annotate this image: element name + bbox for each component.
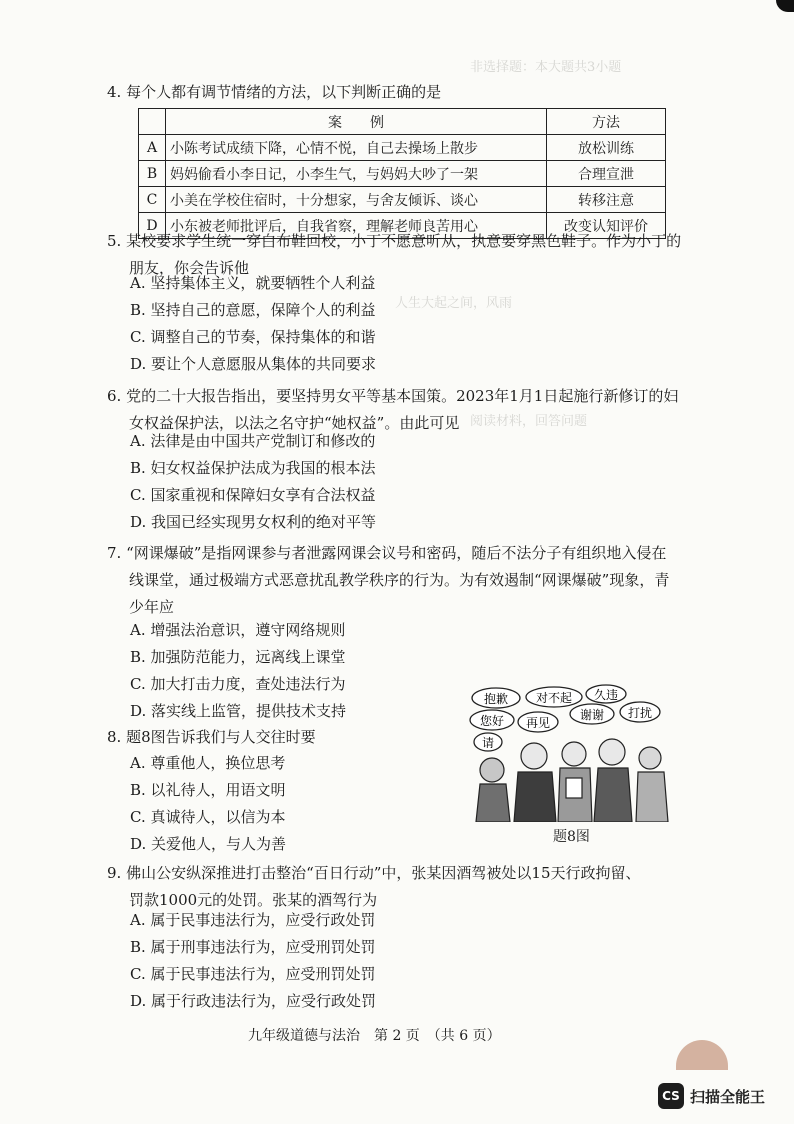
option-b: B. 加强防范能力，远离线上课堂 (130, 648, 346, 666)
stem-line: 6. 党的二十大报告指出，要坚持男女平等基本国策。2023年1月1日起施行新修订的妇 (107, 387, 679, 405)
option-d: D. 我国已经实现男女权利的绝对平等 (130, 513, 377, 531)
option-d: D. 关爱他人，与人为善 (130, 835, 287, 853)
speech-bubble (620, 702, 660, 722)
scanner-watermark (658, 1082, 765, 1110)
speech-bubble (518, 712, 558, 732)
row-label: D (139, 213, 166, 239)
option-c: C. 国家重视和保障妇女享有合法权益 (130, 486, 376, 504)
row-case: 小美在学校住宿时，十分想家，与舍友倾诉、谈心 (166, 187, 547, 213)
table-row (139, 135, 666, 161)
question-4-stem: 4. 每个人都有调节情绪的方法，以下判断正确的是 (107, 83, 442, 101)
stem-line: 5. 某校要求学生统一穿白布鞋回校，小丁不愿意听从，执意要穿黑色鞋子。作为小丁的 (107, 232, 682, 250)
row-method: 改变认知评价 (547, 213, 666, 239)
row-method: 合理宣泄 (547, 161, 666, 187)
watermark-text: 扫描全能王 (690, 1087, 766, 1106)
table-corner-cell (139, 109, 166, 135)
speech-bubble (470, 710, 514, 730)
svg-text:抱歉: 抱歉 (483, 692, 509, 706)
option-a: A. 属于民事违法行为，应受行政处罚 (130, 911, 376, 929)
question-8-figure (462, 684, 674, 822)
option-d: D. 落实线上监管，提供技术支持 (130, 702, 347, 720)
option-b: B. 以礼待人，用语文明 (130, 781, 286, 799)
option-c: C. 调整自己的节奏，保持集体的和谐 (130, 328, 376, 346)
speech-bubble (586, 685, 626, 703)
row-case: 妈妈偷看小李日记，小李生气，与妈妈大吵了一架 (166, 161, 547, 187)
row-label: A (139, 135, 166, 161)
option-b: B. 妇女权益保护法成为我国的根本法 (130, 459, 376, 477)
question-8-stem: 8. 题8图告诉我们与人交往时要 (107, 728, 316, 746)
speech-bubble (474, 733, 502, 751)
page-footer: 九年级道德与法治 第 2 页 （共 6 页） (248, 1028, 501, 1044)
stem-line: 线课堂，通过极端方式恶意扰乱教学秩序的行为。为有效遏制“网课爆破”现象，青 (129, 571, 670, 589)
stem-line: 少年应 (129, 598, 175, 616)
stem-line: 女权益保护法，以法之名守护“她权益”。由此可见 (129, 414, 460, 432)
scan-thumb-shadow (676, 1040, 728, 1070)
option-b: B. 属于刑事违法行为，应受刑罚处罚 (130, 938, 376, 956)
option-a: A. 尊重他人，换位思考 (130, 754, 286, 772)
row-method: 转移注意 (547, 187, 666, 213)
stem-line: 9. 佛山公安纵深推进打击整治“百日行动”中，张某因酒驾被处以15天行政拘留、 (107, 864, 641, 882)
stem-line: 罚款1000元的处罚。张某的酒驾行为 (129, 891, 378, 909)
option-b: B. 坚持自己的意愿，保障个人的利益 (130, 301, 376, 319)
svg-text:请: 请 (481, 736, 495, 750)
option-a: A. 法律是由中国共产党制订和修改的 (130, 432, 376, 450)
option-c: C. 加大打击力度，查处违法行为 (130, 675, 346, 693)
svg-text:对不起: 对不起 (535, 691, 573, 705)
svg-text:打扰: 打扰 (627, 706, 653, 720)
stem-line: 7. “网课爆破”是指网课参与者泄露网课会议号和密码，随后不法分子有组织地入侵在 (107, 544, 667, 562)
option-c: C. 真诚待人，以信为本 (130, 808, 286, 826)
svg-text:您好: 您好 (479, 714, 505, 728)
table-header-method: 方法 (547, 109, 666, 135)
row-method: 放松训练 (547, 135, 666, 161)
option-d: D. 属于行政违法行为，应受行政处罚 (130, 992, 377, 1010)
table-header-row (139, 109, 666, 135)
option-a: A. 坚持集体主义，就要牺牲个人利益 (130, 274, 376, 292)
cartoon-people (476, 739, 668, 822)
stem-line: 朋友，你会告诉他 (129, 259, 250, 277)
row-case: 小陈考试成绩下降，心情不悦，自己去操场上散步 (166, 135, 547, 161)
bleed-through-text: 阅读材料，回答问题 (470, 414, 588, 429)
bleed-through-text: 非选择题：本大题共3小题 (470, 60, 622, 75)
question-4-table (138, 108, 666, 239)
row-label: C (139, 187, 166, 213)
option-d: D. 要让个人意愿服从集体的共同要求 (130, 355, 377, 373)
option-a: A. 增强法治意识，遵守网络规则 (130, 621, 346, 639)
corner-mark (776, 0, 794, 12)
svg-text:久违: 久违 (593, 688, 619, 702)
svg-text:谢谢: 谢谢 (579, 708, 605, 722)
speech-bubble (570, 704, 614, 724)
svg-text:再见: 再见 (525, 716, 551, 730)
question-9-stem (107, 860, 641, 914)
speech-bubble (472, 688, 520, 708)
question-7-stem (107, 540, 669, 621)
option-c: C. 属于民事违法行为，应受刑罚处罚 (130, 965, 376, 983)
speech-bubble (526, 687, 582, 707)
row-label: B (139, 161, 166, 187)
bleed-through-text: 人生大起之间，风雨 (395, 296, 513, 311)
table-row (139, 161, 666, 187)
table-row (139, 187, 666, 213)
row-case: 小东被老师批评后，自我省察，理解老师良苦用心 (166, 213, 547, 239)
figure-caption: 题8图 (553, 829, 590, 845)
camscanner-logo-icon: CS (658, 1083, 684, 1109)
table-header-case: 案 例 (166, 109, 547, 135)
